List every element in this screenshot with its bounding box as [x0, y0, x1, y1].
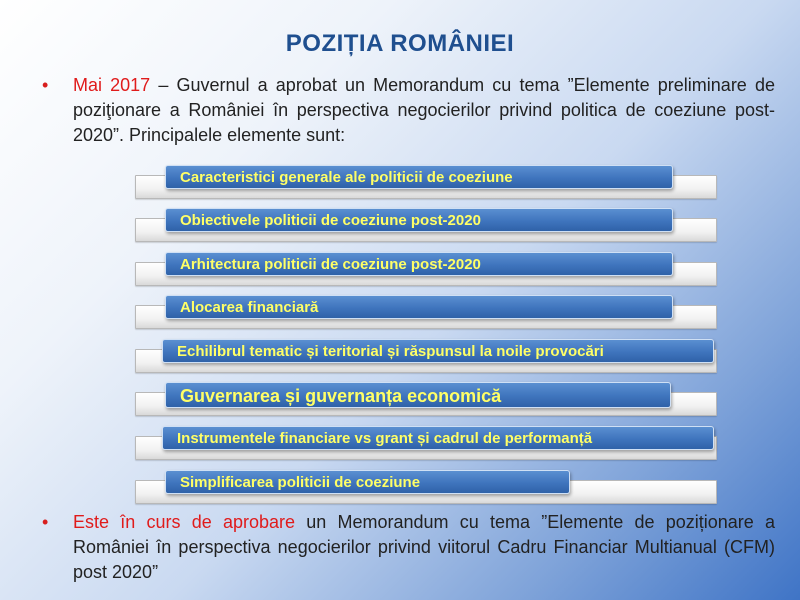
- bullet-highlight: Este în curs de aprobare: [73, 512, 295, 532]
- slide-title: POZIȚIA ROMÂNIEI: [285, 30, 515, 57]
- bullet-dot: •: [42, 512, 49, 532]
- bullet-body: – Guvernul a aprobat un Memorandum cu tema ”Elemente preliminare de poziţionare a României în perspectiva negocierilor privind politica de coeziune post-2020”. Principalele elemente sunt:: [73, 75, 775, 145]
- list-item-label: Echilibrul tematic și teritorial și răspunsul la noile provocări: [162, 339, 714, 363]
- list-item-label: Caracteristici generale ale politicii de coeziune: [165, 165, 673, 189]
- list-item-label: Alocarea financiară: [165, 295, 673, 319]
- list-item: [0, 165, 800, 197]
- list-item: [0, 382, 800, 414]
- list-item-label: Obiectivele politicii de coeziune post-2020: [165, 208, 673, 232]
- list-item: [0, 426, 800, 458]
- list-item: [0, 252, 800, 284]
- list-item: [0, 339, 800, 371]
- bullet-text: [50, 510, 775, 585]
- list-item: [0, 208, 800, 240]
- bullet-dot: •: [42, 75, 49, 95]
- bullet-memorandum-cfm: [42, 510, 775, 585]
- list-item-label: Instrumentele financiare vs grant și cadrul de performanță: [162, 426, 714, 450]
- bullet-body: un Memorandum cu tema ”Elemente de poziționare a României în perspectiva negocierilor privind viitorul Cadru Financiar Multianual (CFM) post 2020”: [73, 512, 775, 582]
- list-item-label: Simplificarea politicii de coeziune: [165, 470, 570, 494]
- list-item-label: Guvernarea și guvernanța economică: [165, 382, 671, 408]
- bullet-text: [50, 73, 775, 148]
- list-item: [0, 470, 800, 502]
- list-item: [0, 295, 800, 327]
- bullet-highlight: Mai 2017: [73, 75, 151, 95]
- list-item-label: Arhitectura politicii de coeziune post-2020: [165, 252, 673, 276]
- bullet-memorandum-2017: [42, 73, 775, 148]
